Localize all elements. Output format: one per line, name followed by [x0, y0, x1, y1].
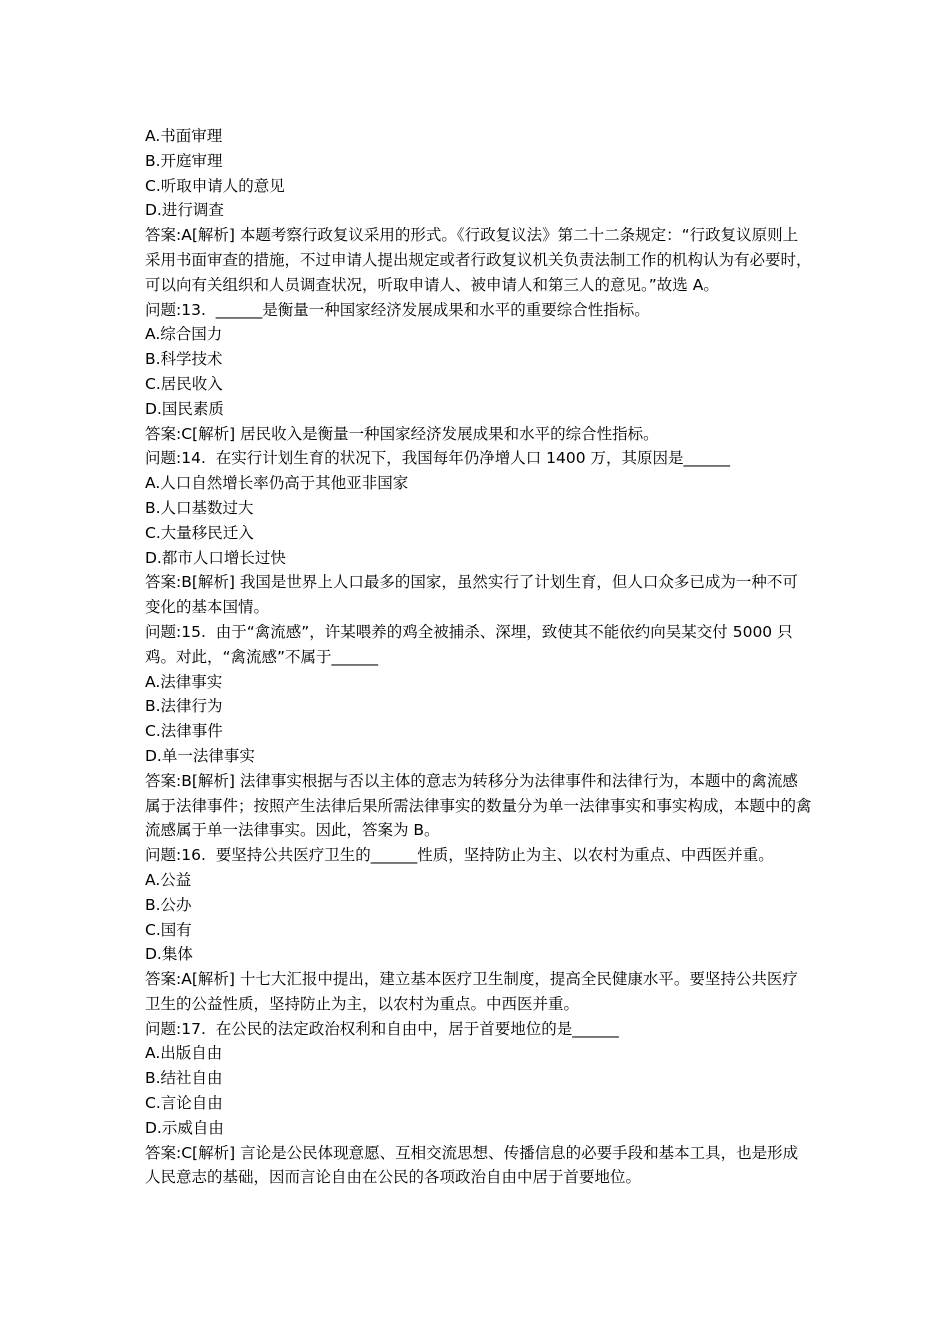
option-b: B.人口基数过大 — [145, 498, 254, 517]
option-d: D.国民素质 — [145, 399, 224, 418]
option-d: D.示威自由 — [145, 1118, 224, 1137]
question-text: 问题:14. 在实行计划生育的状况下，我国每年仍净增人口 1400 万，其原因是______ — [145, 449, 731, 468]
option-c: C.国有 — [145, 920, 192, 939]
previous-question-block — [145, 124, 813, 298]
option-d: D.单一法律事实 — [145, 746, 255, 765]
question-text: 问题:16. 要坚持公共医疗卫生的______性质，坚持防止为主、以农村为重点、中西医并重。 — [145, 846, 774, 865]
question-13-block — [145, 298, 813, 447]
question-text: 问题:15. 由于“禽流感”，许某喂养的鸡全被捕杀、深埋，致使其不能依约向吴某交付 5000 只鸡。对此，“禽流感”不属于______ — [145, 622, 793, 666]
option-d: D.进行调查 — [145, 201, 224, 220]
answer-text: 答案:C[解析] 言论是公民体现意愿、互相交流思想、传播信息的必要手段和基本工具，也是形成人民意志的基础，因而言论自由在公民的各项政治自由中居于首要地位。 — [145, 1143, 799, 1187]
option-a: A.书面审理 — [145, 127, 223, 145]
option-a: A.人口自然增长率仍高于其他亚非国家 — [145, 474, 409, 493]
option-b: B.公办 — [145, 895, 192, 914]
option-d: D.集体 — [145, 945, 193, 964]
option-d: D.都市人口增长过快 — [145, 548, 286, 567]
option-b: B.科学技术 — [145, 350, 223, 369]
option-c: C.大量移民迁入 — [145, 523, 254, 542]
option-a: A.公益 — [145, 870, 192, 889]
question-16-block — [145, 843, 813, 1017]
option-a: A.出版自由 — [145, 1044, 223, 1063]
answer-text: 答案:B[解析] 法律事实根据与否以主体的意志为转移分为法律事件和法律行为，本题中的禽流感属于法律事件；按照产生法律后果所需法律事实的数量分为单一法律事实和事实构成，本题中的禽流感属于单一法律事实。因此，答案为 B。 — [145, 771, 812, 840]
option-b: B.结社自由 — [145, 1069, 223, 1088]
option-b: B.开庭审理 — [145, 151, 223, 170]
answer-text: 答案:C[解析] 居民收入是衡量一种国家经济发展成果和水平的综合性指标。 — [145, 424, 659, 443]
answer-text: 答案:A[解析] 十七大汇报中提出，建立基本医疗卫生制度，提高全民健康水平。要坚持公共医疗卫生的公益性质，坚持防止为主，以农村为重点。中西医并重。 — [145, 970, 798, 1013]
option-a: A.综合国力 — [145, 325, 223, 344]
option-c: C.法律事件 — [145, 722, 223, 741]
question-15-block — [145, 620, 813, 843]
question-text: 问题:13. ______是衡量一种国家经济发展成果和水平的重要综合性指标。 — [145, 300, 650, 319]
option-a: A.法律事实 — [145, 672, 223, 691]
answer-text: 答案:B[解析] 我国是世界上人口最多的国家，虽然实行了计划生育，但人口众多已成为一种不可变化的基本国情。 — [145, 573, 798, 617]
option-b: B.法律行为 — [145, 697, 223, 716]
option-c: C.言论自由 — [145, 1094, 223, 1113]
question-14-block — [145, 446, 813, 620]
answer-text: 答案:A[解析] 本题考察行政复议采用的形式。《行政复议法》第二十二条规定：“行政复议原则上采用书面审查的措施，不过申请人提出规定或者行政复议机关负责法制工作的机构认为有必要时，可以向有关组织和人员调查状况，听取申请人、被申请人和第三人的意见。”故选 A。 — [145, 226, 812, 294]
question-17-block — [145, 1017, 813, 1191]
option-c: C.听取申请人的意见 — [145, 176, 285, 195]
option-c: C.居民收入 — [145, 374, 223, 393]
question-text: 问题:17. 在公民的法定政治权利和自由中，居于首要地位的是______ — [145, 1019, 619, 1038]
document-page — [145, 124, 813, 1190]
